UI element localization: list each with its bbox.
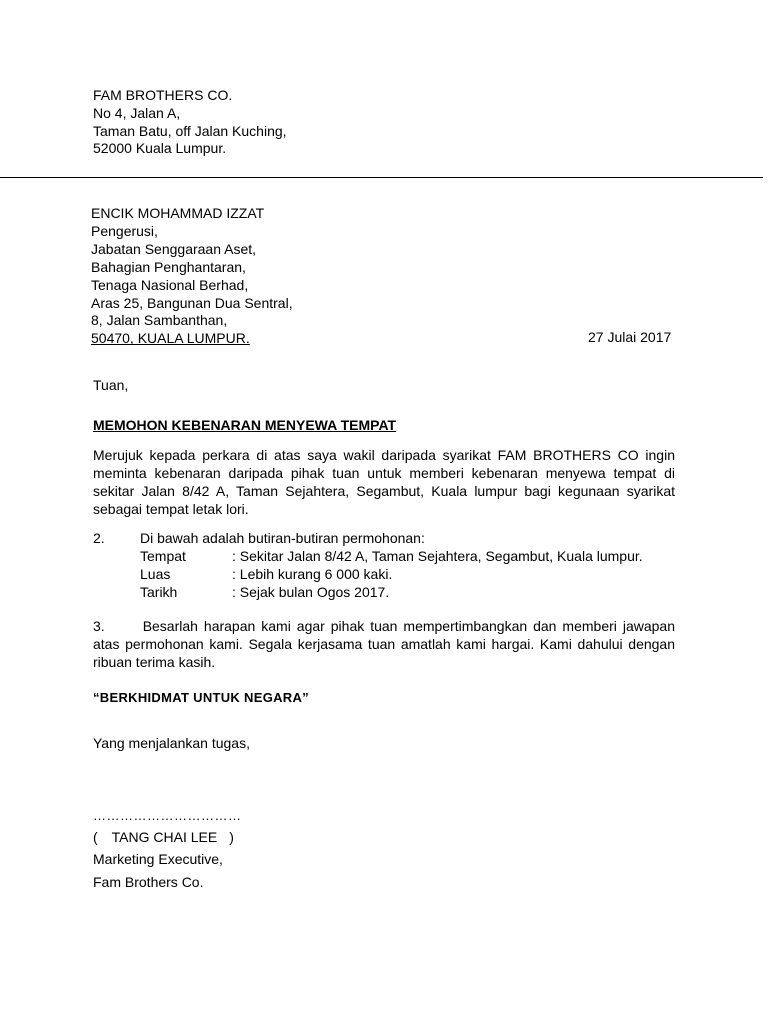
recipient-address-line2: 8, Jalan Sambanthan,	[91, 312, 228, 329]
signatory-company: Fam Brothers Co.	[93, 874, 204, 890]
recipient-dept: Jabatan Senggaraan Aset,	[91, 240, 257, 257]
bracket-open: (	[93, 829, 98, 845]
paragraph-1: Merujuk kepada perkara di atas saya wakil daripada syarikat FAM BROTHERS CO ingin meminta kebenaran daripada pihak tuan untuk memberi kebenaran menyewa tempat di sekitar Jalan 8/42 A, Taman Sejahtera, Segambut, Kuala lumpur bagi kegunaan syarikat sebagai tempat letak lori.	[93, 447, 675, 518]
detail-row-luas	[140, 565, 392, 583]
recipient-address-line1: Aras 25, Bangunan Dua Sentral,	[91, 294, 293, 311]
paragraph-2-intro: Di bawah adalah butiran-butiran permohonan:	[140, 530, 425, 546]
detail-label: Luas	[140, 566, 171, 582]
paragraph-2-number: 2.	[93, 530, 105, 546]
paragraph-3	[93, 617, 675, 671]
paragraph-3-number: 3.	[93, 618, 105, 634]
sender-address-line1: No 4, Jalan A,	[93, 104, 181, 121]
recipient-division: Bahagian Penghantaran,	[91, 258, 246, 275]
detail-row-tarikh	[140, 583, 389, 601]
recipient-postcode-city: 50470, KUALA LUMPUR.	[91, 330, 250, 347]
bracket-close: )	[229, 829, 234, 845]
detail-value: : Sekitar Jalan 8/42 A, Taman Sejahtera, Segambut, Kuala lumpur.	[232, 548, 643, 564]
letterhead-divider	[0, 177, 763, 178]
motto: “BERKHIDMAT UNTUK NEGARA”	[93, 690, 309, 705]
recipient-name: ENCIK MOHAMMAD IZZAT	[91, 205, 265, 221]
letter-date: 27 Julai 2017	[588, 329, 672, 345]
signature-line: ……………………………	[93, 808, 242, 823]
signatory-position: Marketing Executive,	[93, 851, 223, 867]
signatory-name-line	[93, 828, 234, 846]
sender-company: FAM BROTHERS CO.	[93, 87, 233, 103]
salutation: Tuan,	[93, 377, 129, 393]
detail-value: : Sejak bulan Ogos 2017.	[232, 584, 390, 600]
closing-phrase: Yang menjalankan tugas,	[93, 735, 250, 751]
signatory-name: TANG CHAI LEE	[111, 829, 218, 845]
paragraph-3-text: Besarlah harapan kami agar pihak tuan mempertimbangkan dan memberi jawapan atas permohonan kami. Segala kerjasama tuan amatlah kami hargai. Kami dahului dengan ribuan terima kasih.	[93, 618, 675, 671]
recipient-title: Pengerusi,	[91, 222, 158, 239]
detail-label: Tarikh	[140, 584, 178, 600]
sender-address-line3: 52000 Kuala Lumpur.	[93, 140, 227, 157]
detail-value: : Lebih kurang 6 000 kaki.	[232, 566, 393, 582]
sender-address-line2: Taman Batu, off Jalan Kuching,	[93, 122, 287, 139]
recipient-address	[91, 205, 293, 348]
recipient-organization: Tenaga Nasional Berhad,	[91, 276, 249, 293]
detail-row-tempat	[140, 547, 643, 565]
detail-label: Tempat	[140, 548, 186, 564]
sender-address	[93, 87, 287, 158]
letter-subject: MEMOHON KEBENARAN MENYEWA TEMPAT	[93, 417, 397, 433]
